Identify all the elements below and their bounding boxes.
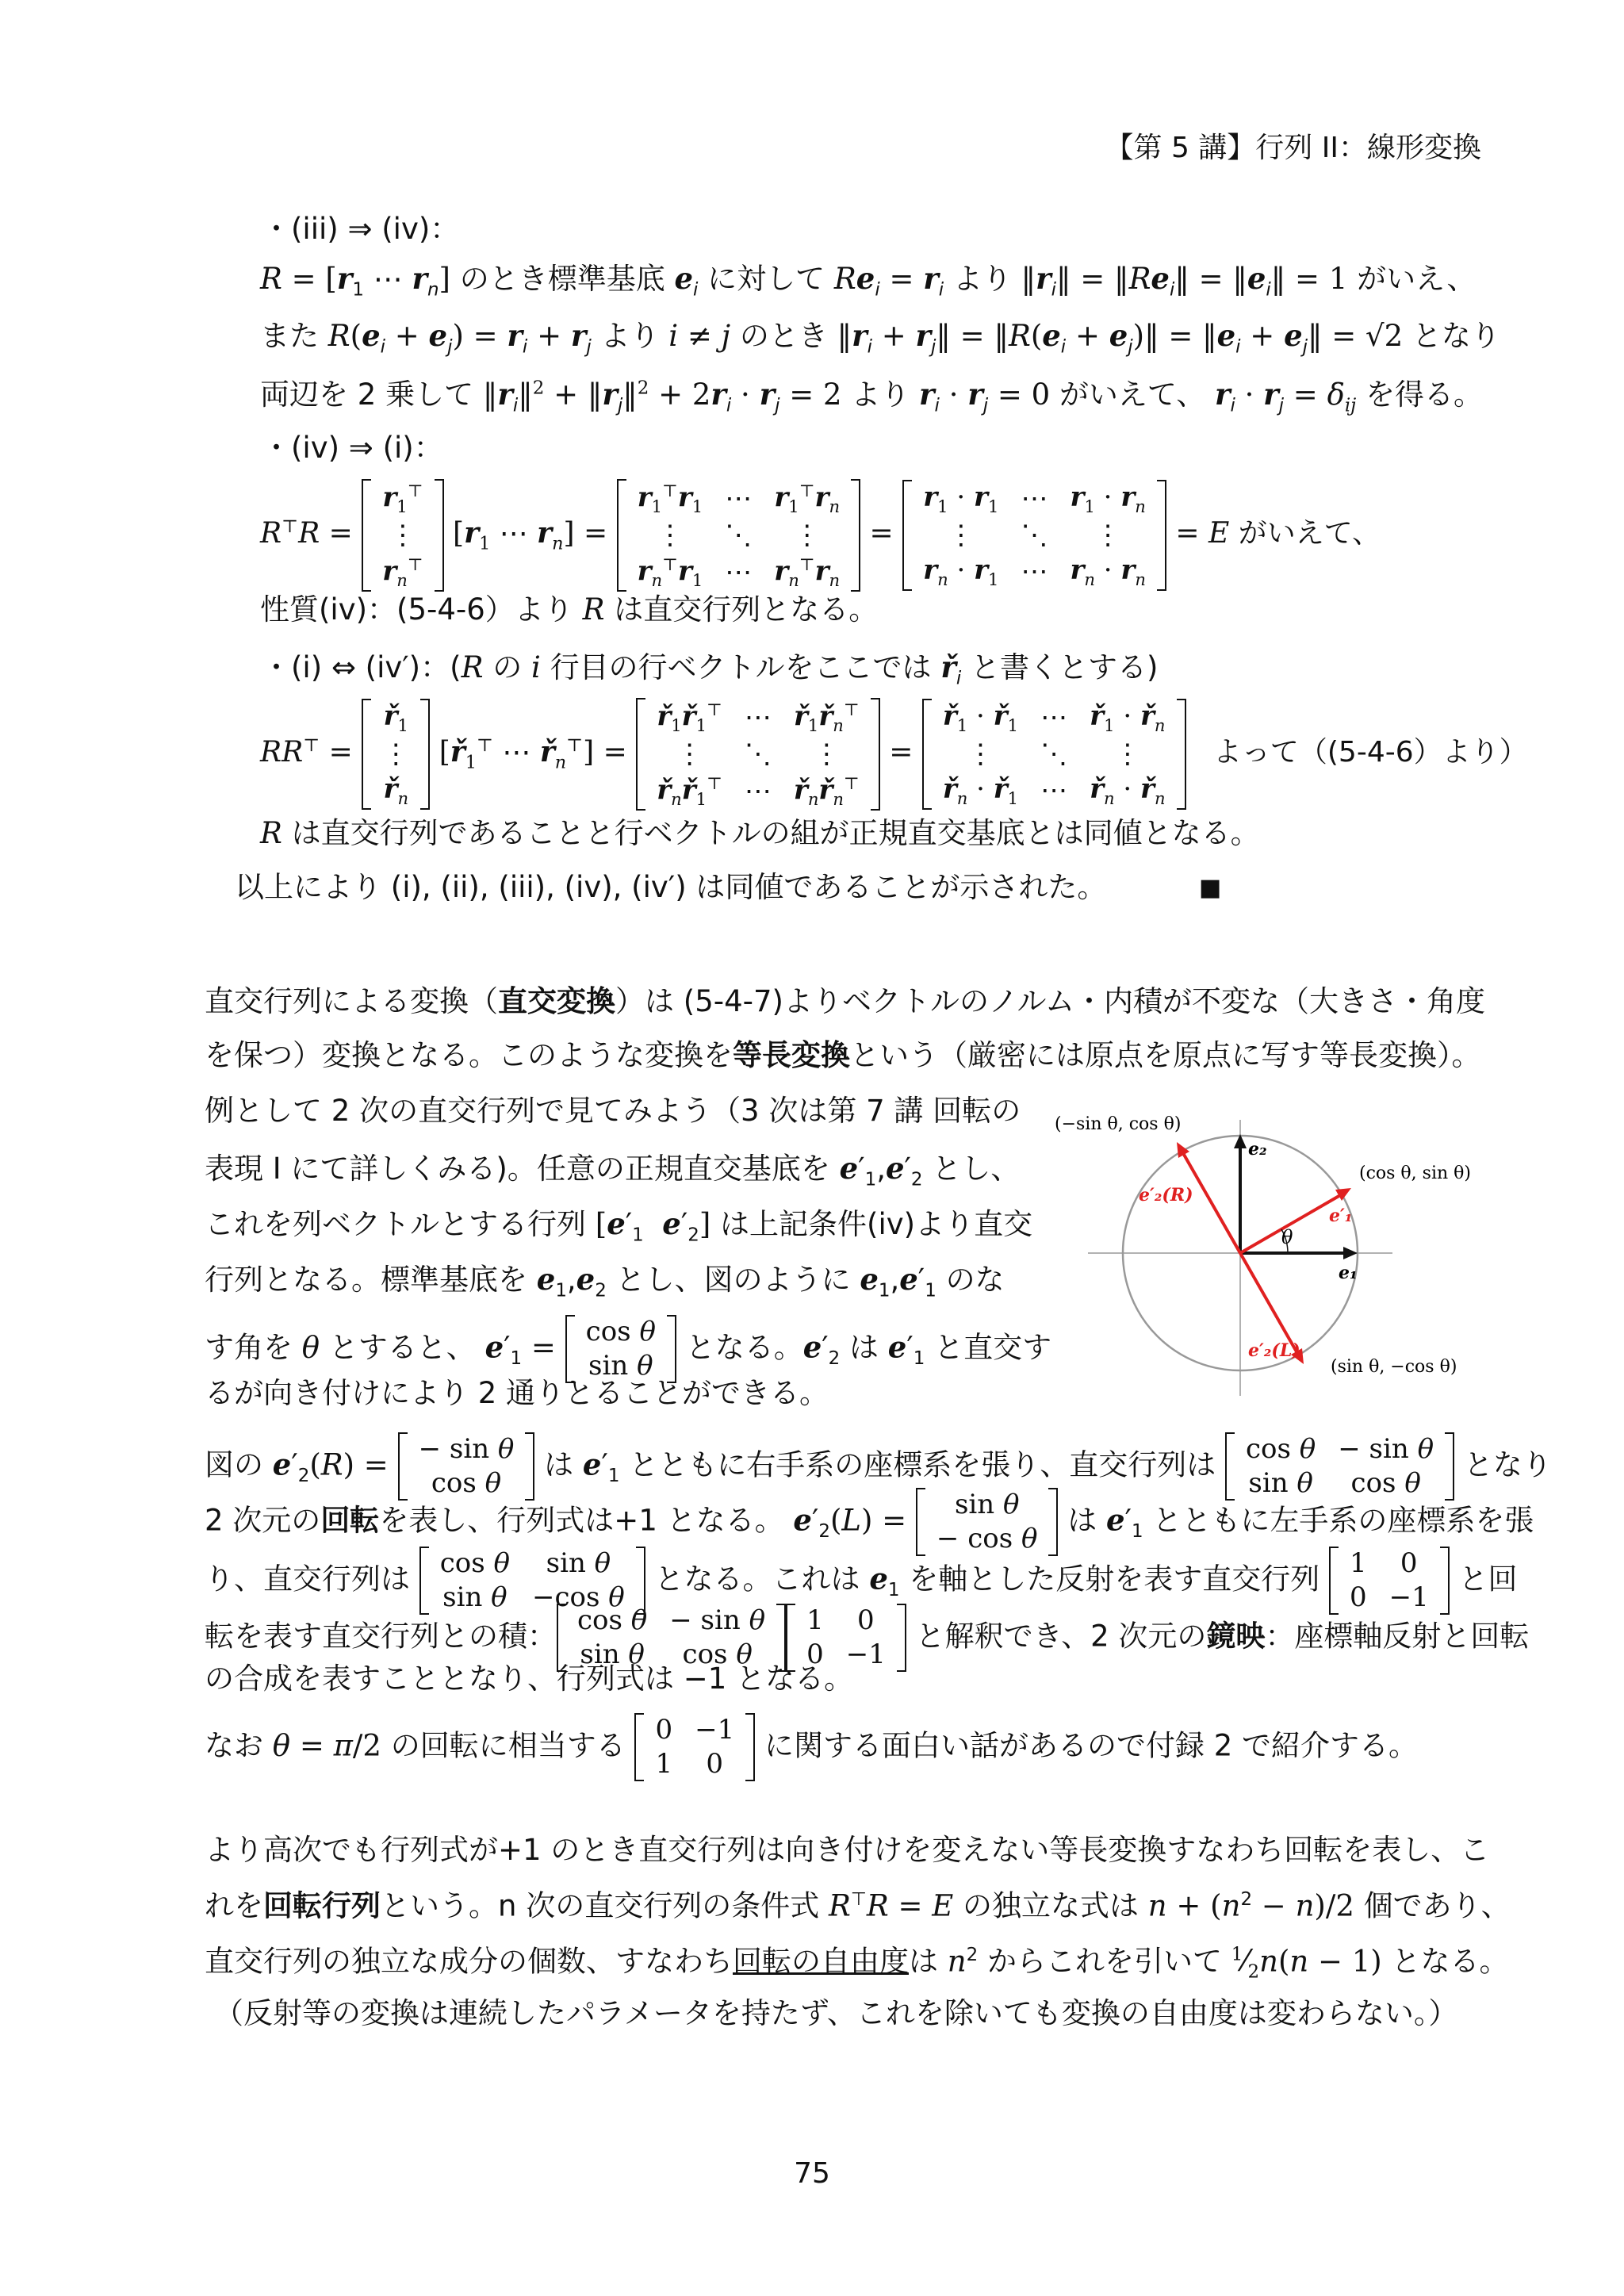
body-p1-line1: 直交行列による変換（直交変換）は (5-4-7)よりベクトルのノルム・内積が不変な（大きさ・角度 (205, 984, 1485, 1018)
proof-i-ivp-title: ・(i) ⇔ (iv′)：(R の i 行目の行ベクトルをここでは $ř_i$ と書くとする) (262, 650, 1159, 689)
label-e1: e₁ (1339, 1263, 1358, 1283)
body-p4-line3: 直交行列の独立な成分の個数、すなわち回転の自由度は $n^2$ からこれを引いて $^1⁄_2n(n - 1)$ となる。 (205, 1944, 1509, 1983)
unit-circle-figure (1047, 1102, 1491, 1404)
proof-iii-iv-line3: 両辺を 2 乗して $‖r_i‖^2$ + $‖r_j‖^2 + 2r_i \cdot r_j = 2$ より $r_i \cdot r_j = 0$ がいえて、 $r_i \cdot r_j = \delta_{ij}$ を得る。 (260, 377, 1484, 416)
theta-label: θ (1281, 1226, 1293, 1248)
label-e2: e₂ (1248, 1139, 1267, 1159)
label-e1-prime: e′₁ (1329, 1205, 1353, 1226)
proof-conclusion: 以上により (i), (ii), (iii), (iv), (iv′) は同値であることが示された。 (235, 870, 1107, 904)
page-header: 【第 5 講】行列 II：線形変換 (1105, 132, 1481, 164)
body-p2-line5: す角を θ とすると、 $e'_1$ = cos θ sin θ となる。$e'_2$ は $e'_1$ と直交す (205, 1315, 1051, 1383)
body-p4-line1: より高次でも行列式が+1 のとき直交行列は向き付けを変えない等長変換すなわち回転を表し、こ (205, 1833, 1490, 1867)
label-top-left: (−sin θ, cos θ) (1055, 1114, 1182, 1134)
label-e2-prime-R: e′₂(R) (1139, 1185, 1193, 1205)
body-p2-line1: 例として 2 次の直交行列で見てみよう（3 次は第 7 講 回転の (205, 1094, 1021, 1128)
proof-iv-i-line2: 性質(iv)：(5-4-6）より R は直交行列となる。 (260, 592, 879, 627)
body-p2-line4: 行列となる。標準基底を $e_1,e_2$ とし、図のように $e_1,e'_1$ のな (205, 1262, 1005, 1301)
label-bottom-right: (sin θ, −cos θ) (1331, 1357, 1457, 1377)
label-top-right: (cos θ, sin θ) (1359, 1163, 1471, 1183)
proof-iv-i-equation: R⊤R = $r_1^⊤$ ⋮ $r_n^⊤$ [$r_1$ ⋯ $r_n$] = $r_1^⊤r_1$ ⋯ $r_1^⊤r_n$ ⋮ ⋱ ⋮ $r_n^⊤r_1$ ⋯ $r_n^⊤r_n$ = $r_1 \cdot r_1$ ⋯ $r_1 \cdot r_n$ ⋮ ⋱ ⋮ $r_n \cdot r_1$ ⋯ $r_n \cdot r_n$ = E がいえて、 (260, 481, 1381, 591)
body-p3-line4: 転を表す直交行列との積： cos θ − sin θ sin θ cos θ 1 0 0 −1 と解釈でき、2 次元の鏡映：座標軸反射と回転 (205, 1604, 1529, 1672)
e1-arrowhead (1343, 1247, 1358, 1259)
body-p3-line1: 図の $e'_2(R)$ = − sin θ cos θ は $e'_1$ とともに右手系の座標系を張り、直交行列は cos θ − sin θ sin θ cos θ となり (205, 1432, 1552, 1501)
body-p2-line3: これを列ベクトルとする行列 [$e'_1$ $e'_2$] は上記条件(iv)より直交 (205, 1206, 1033, 1246)
proof-iii-iv-line2: また $R(e_i + e_j) = r_i + r_j$ より i ≠ j のとき $‖r_i$ + $r_j‖$ = $‖R(e_i$ + $e_j)‖$ = $‖e_i$ + $e_j‖ = √2$ となり (260, 318, 1500, 358)
body-p3-line2: 2 次元の回転を表し、行列式は+1 となる。 $e'_2(L)$ = sin θ − cos θ は $e'_1$ とともに左手系の座標系を張 (205, 1488, 1534, 1556)
body-p3-line5: の合成を表すこととなり、行列式は −1 となる。 (205, 1662, 854, 1696)
body-p2-line2: 表現 I にて詳しくみる)。任意の正規直交基底を $e'_1,e'_2$ とし、 (205, 1151, 1021, 1190)
body-p4-line2: れを回転行列という。n 次の直交行列の条件式 R⊤R = E の独立な式は $n + (n^2 - n)/2$ 個であり、 (205, 1888, 1511, 1923)
proof-iii-iv-line1: $R = [r_1$ ⋯ $r_n$] のとき標準基底 $e_i$ に対して $Re_i = r_i$ より $‖r_i‖$ = $‖Re_i‖$ = $‖e_i‖ = 1$ がいえ、 (260, 261, 1477, 301)
body-p2-line6: るが向き付けにより 2 通りとることができる。 (205, 1376, 829, 1410)
body-p1-line2: を保つ）変換となる。このような変換を等長変換という（厳密には原点を原点に写す等長変換）。 (205, 1038, 1481, 1072)
label-e2-prime-L: e′₂(L) (1248, 1340, 1300, 1361)
body-p4-line4: （反射等の変換は連続したパラメータを持たず、これを除いても変換の自由度は変わらない。） (214, 1996, 1458, 2030)
proof-i-ivp-equation: RR⊤ = $ř_1$ ⋮ $ř_n$ [$ř_1^⊤$ ⋯ $ř_n^⊤$] = $ř_1ř_1^⊤$ ⋯ $ř_1ř_n^⊤$ ⋮ ⋱ ⋮ $ř_nř_1^⊤$ ⋯ $ř_nř_n^⊤$ = $ř_1$ · $ř_1$ ⋯ $ř_1$ · $ř_n$ ⋮ ⋱ ⋮ $ř_n$ · $ř_1$ ⋯ $ř_n$ · $ř_n$ よって（(5-4-6）より） (260, 700, 1528, 810)
proof-i-ivp-line3: R は直交行列であることと行ベクトルの組が正規直交基底とは同値となる。 (260, 816, 1260, 850)
proof-iv-i-title: ・(iv) ⇒ (i)： (262, 431, 443, 465)
page-number: 75 (794, 2157, 830, 2190)
body-p3-line3: り、直交行列は cos θ sin θ sin θ −cos θ となる。これは $e_1$ を軸とした反射を表す直交行列 1 0 0 −1 と回 (205, 1547, 1518, 1615)
qed-mark: ■ (1199, 874, 1222, 902)
body-p3-line6: なお θ = π/2 の回転に相当する 0 −1 1 0 に関する面白い話があるので付録 2 で紹介する。 (205, 1713, 1418, 1781)
e2-prime-L-vector (1240, 1253, 1297, 1353)
proof-iii-iv-title: ・(iii) ⇒ (iv)： (262, 212, 460, 246)
